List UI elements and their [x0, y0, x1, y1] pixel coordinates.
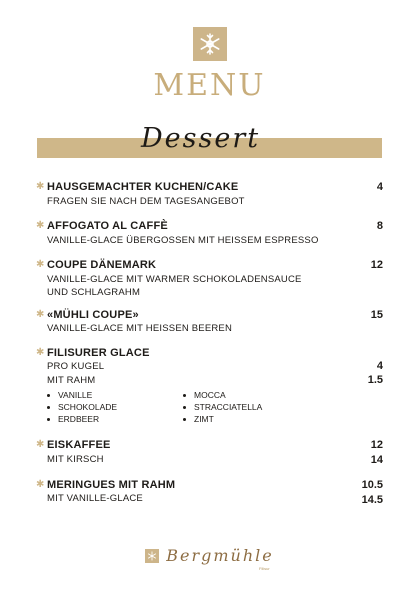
- bullet-icon: ✱: [36, 439, 45, 450]
- item-name: AFFOGATO AL CAFFÈ: [47, 220, 168, 232]
- flavor-item: ERDBEER: [47, 414, 99, 424]
- item-description: UND SCHLAGRAHM: [47, 287, 141, 298]
- footer-brand: [0, 546, 419, 565]
- brand-subtitle: Filisur: [259, 566, 270, 571]
- brand-name: Bergmühle: [166, 546, 274, 565]
- item-name: «MÜHLI COUPE»: [47, 309, 139, 321]
- item-price: 12: [370, 259, 383, 271]
- snowflake-icon: [147, 551, 157, 561]
- section-title: Dessert: [141, 123, 261, 154]
- item-name: EISKAFFEE: [47, 439, 111, 451]
- flavor-item: SCHOKOLADE: [47, 402, 117, 412]
- item-description: MIT KIRSCH: [47, 454, 104, 465]
- item-price: 14: [370, 454, 383, 466]
- bullet-icon: ✱: [36, 220, 45, 231]
- item-description: PRO KUGEL: [47, 361, 105, 372]
- item-price: 8: [376, 220, 383, 232]
- item-price: 1.5: [367, 374, 383, 386]
- bullet-icon: ✱: [36, 479, 45, 490]
- logo-badge: [193, 27, 227, 61]
- snowflake-icon: [198, 32, 222, 56]
- bullet-icon: ✱: [36, 347, 45, 358]
- item-name: FILISURER GLACE: [47, 347, 150, 359]
- flavor-item: VANILLE: [47, 390, 92, 400]
- bullet-icon: ✱: [36, 259, 45, 270]
- item-description: VANILLE-GLACE MIT WARMER SCHOKOLADENSAUCE: [47, 274, 302, 285]
- item-description: FRAGEN SIE NACH DEM TAGESANGEBOT: [47, 196, 245, 207]
- item-description: VANILLE-GLACE ÜBERGOSSEN MIT HEISSEM ESPRESSO: [47, 235, 319, 246]
- item-price: 15: [370, 309, 383, 321]
- item-description: MIT VANILLE-GLACE: [47, 493, 143, 504]
- item-price: 10.5: [361, 479, 383, 491]
- footer-logo: [145, 549, 159, 563]
- item-description: VANILLE-GLACE MIT HEISSEN BEEREN: [47, 323, 233, 334]
- flavor-item: STRACCIATELLA: [183, 402, 262, 412]
- item-description: MIT RAHM: [47, 375, 96, 386]
- item-price: 4: [376, 181, 383, 193]
- flavor-item: ZIMT: [183, 414, 214, 424]
- item-name: COUPE DÄNEMARK: [47, 259, 157, 271]
- flavor-item: MOCCA: [183, 390, 226, 400]
- item-name: HAUSGEMACHTER KUCHEN/CAKE: [47, 181, 239, 193]
- menu-title: MENU: [153, 68, 266, 103]
- item-price: 4: [376, 360, 383, 372]
- item-name: MERINGUES MIT RAHM: [47, 479, 176, 491]
- item-price: 14.5: [361, 494, 383, 506]
- bullet-icon: ✱: [36, 309, 45, 320]
- item-price: 12: [370, 439, 383, 451]
- bullet-icon: ✱: [36, 181, 45, 192]
